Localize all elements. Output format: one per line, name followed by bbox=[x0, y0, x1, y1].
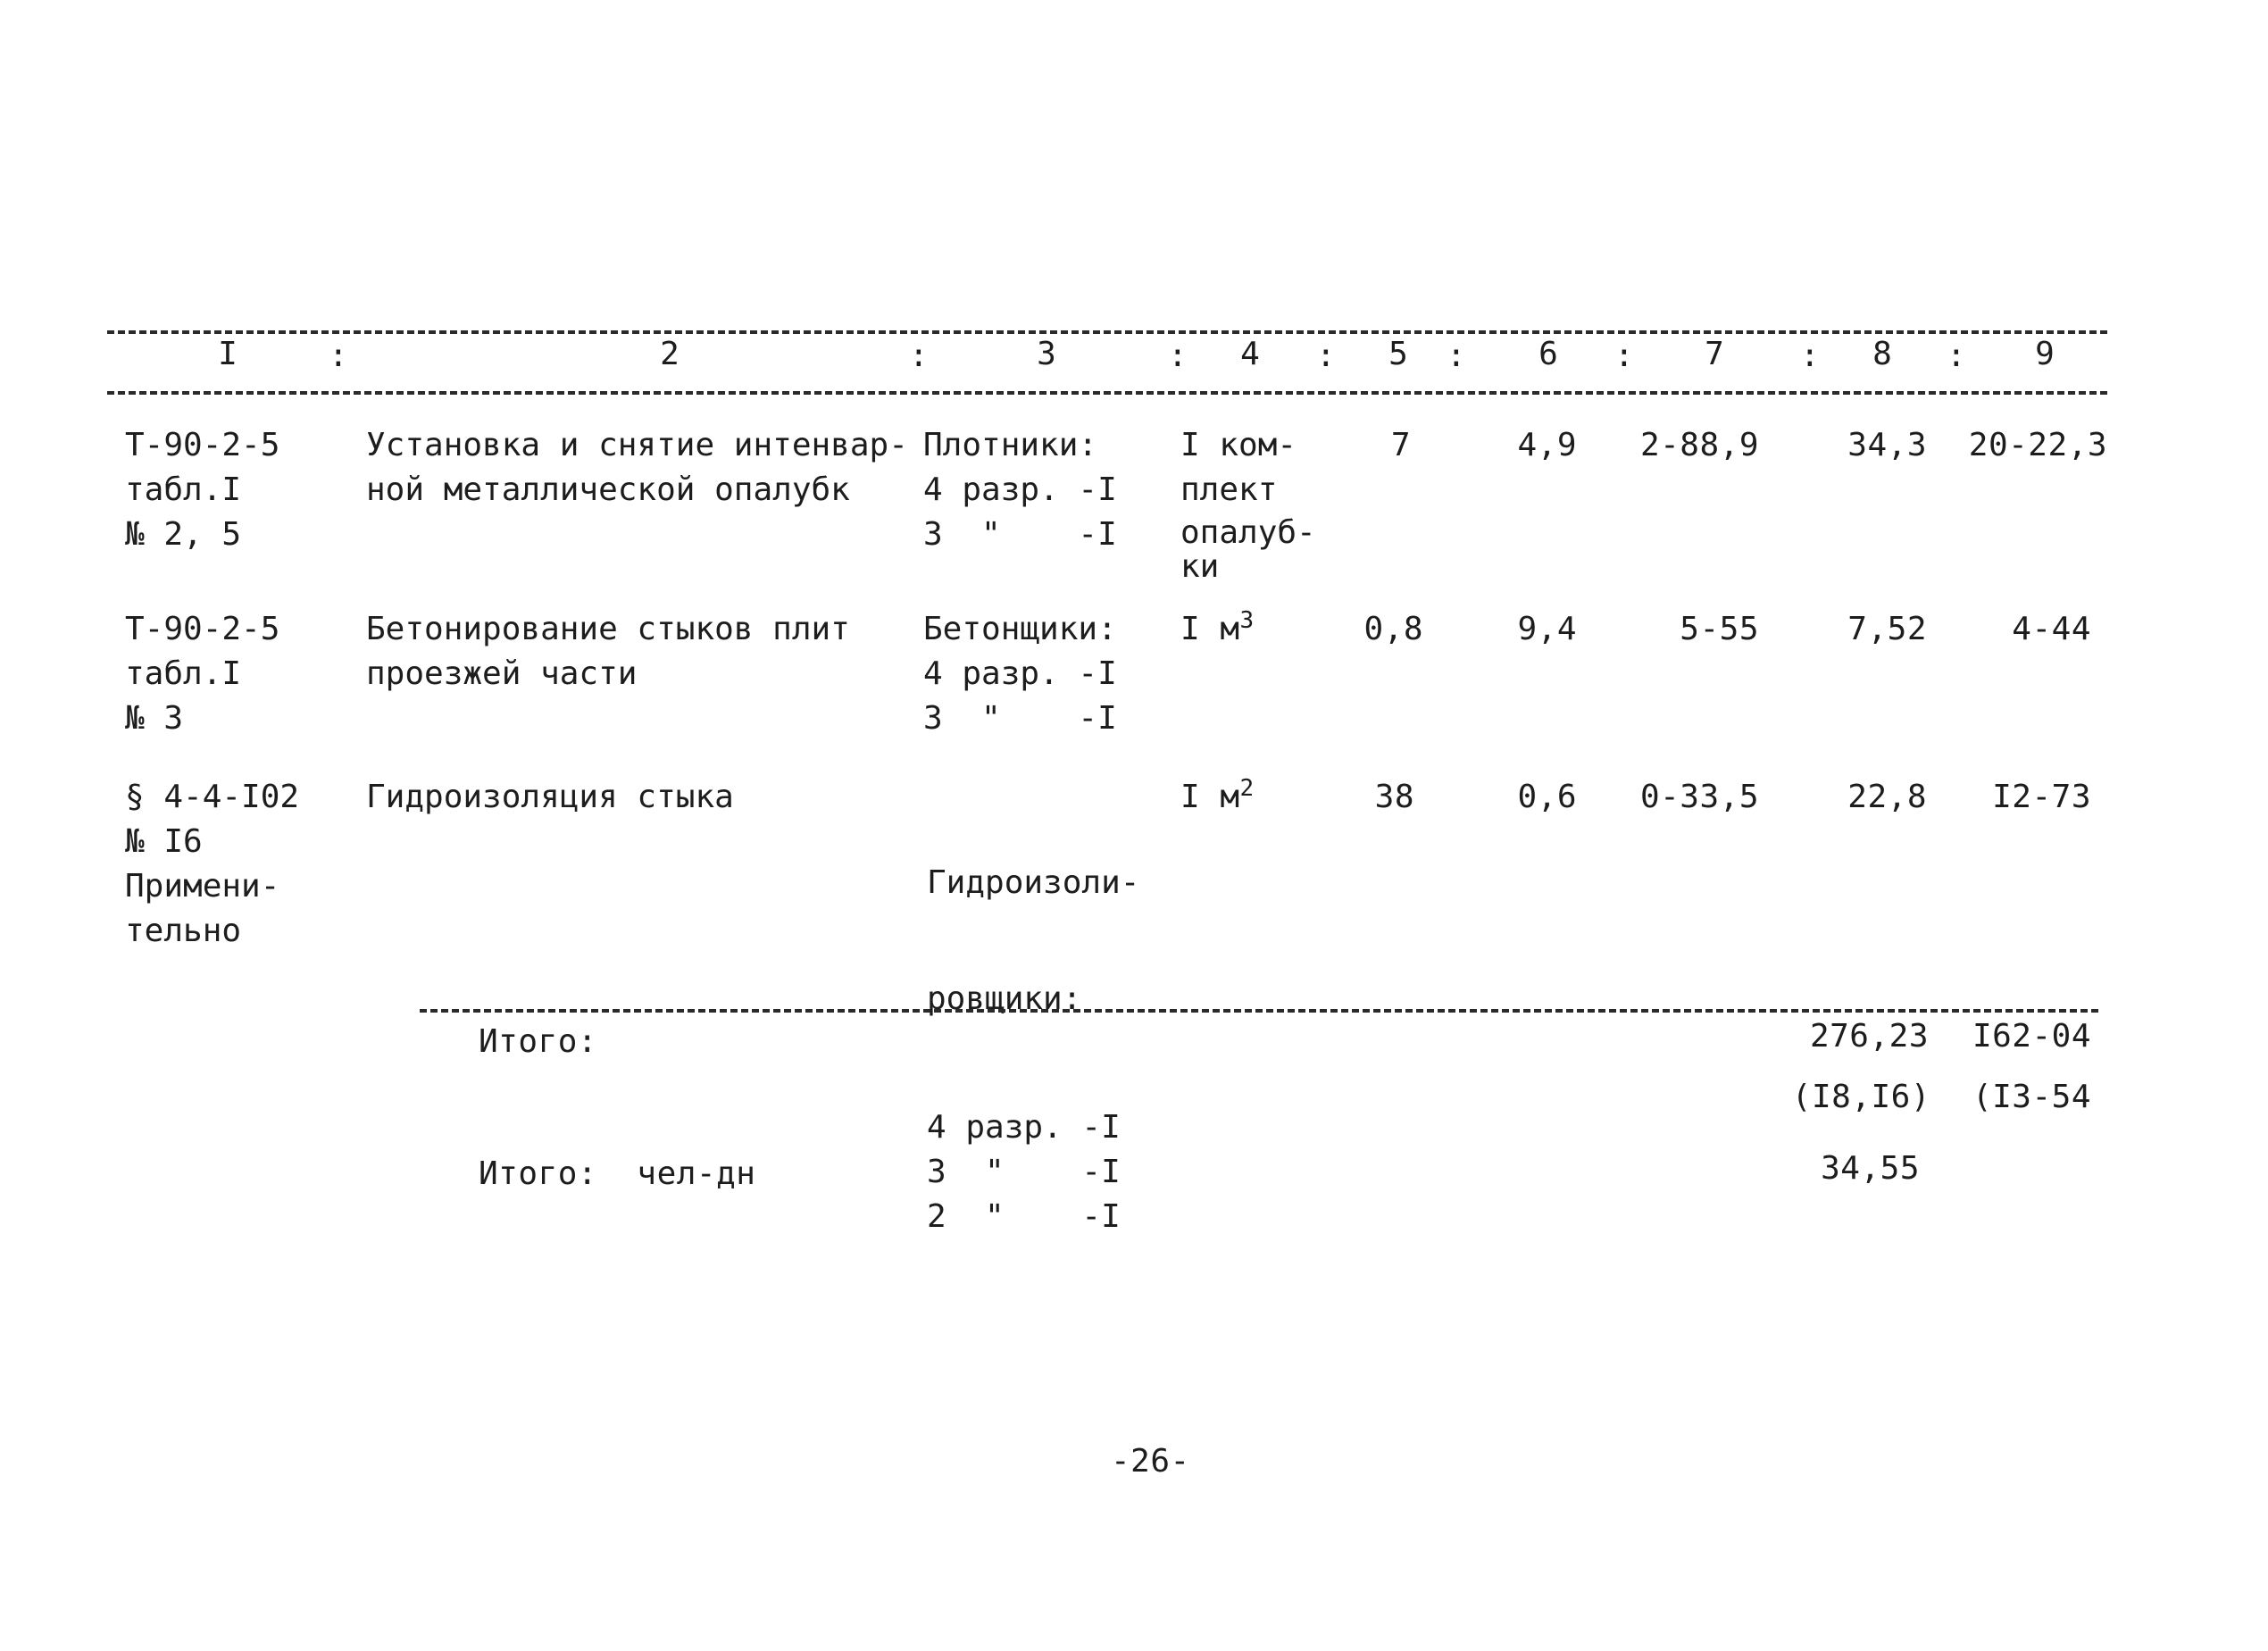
row2-col5: 0,8 bbox=[1363, 611, 1423, 647]
unit-superscript: 2 bbox=[1239, 775, 1255, 802]
ref-line: табл.I bbox=[125, 471, 242, 508]
row2-col6: 9,4 bbox=[1517, 611, 1577, 647]
row1-workers bbox=[923, 423, 1117, 557]
row2-description bbox=[366, 607, 850, 696]
totals-col8: 276,23 bbox=[1809, 1018, 1929, 1055]
row3-col6: 0,6 bbox=[1517, 779, 1577, 815]
unit-line: ки bbox=[1180, 548, 1220, 585]
col-separator: : bbox=[909, 338, 929, 374]
col-separator: : bbox=[1947, 338, 1966, 374]
workers-line: Плотники: bbox=[923, 427, 1098, 463]
totals-col9: I62-04 bbox=[1972, 1018, 2091, 1055]
workers-line: 3 " -I bbox=[923, 700, 1117, 737]
workers-line: 3 " -I bbox=[927, 1154, 1121, 1190]
col-separator: : bbox=[1447, 338, 1466, 374]
row3-col8: 22,8 bbox=[1847, 779, 1927, 815]
row3-unit bbox=[1180, 775, 1255, 820]
row1-col8: 34,3 bbox=[1847, 427, 1927, 463]
col-header-4: 4 bbox=[1240, 336, 1260, 372]
row3-workers bbox=[927, 775, 1139, 1239]
totals-col8-parenthetical: (I8,I6) bbox=[1791, 1079, 1930, 1115]
col-header-9: 9 bbox=[2035, 336, 2055, 372]
ref-line: тельно bbox=[125, 913, 242, 949]
row2-col8: 7,52 bbox=[1847, 611, 1927, 647]
unit-superscript: 3 bbox=[1239, 607, 1255, 634]
workers-line: 4 разр. -I bbox=[927, 1109, 1121, 1146]
workers-heading-line: Гидроизоли- bbox=[927, 864, 1140, 901]
ref-line: Т-90-2-5 bbox=[125, 611, 280, 647]
workers-line: 4 разр. -I bbox=[923, 471, 1117, 508]
row2-workers bbox=[923, 607, 1117, 741]
row1-col5: 7 bbox=[1390, 427, 1411, 463]
col-separator: : bbox=[1316, 338, 1336, 374]
man-days-label: Итого: чел-дн bbox=[479, 1155, 756, 1192]
row1-col9: 20-22,3 bbox=[1968, 427, 2107, 463]
ref-line: № 3 bbox=[125, 700, 184, 737]
workers-line: 3 " -I bbox=[923, 516, 1117, 553]
unit-text: I м bbox=[1180, 611, 1240, 647]
col-separator: : bbox=[1168, 338, 1188, 374]
unit-line: плект bbox=[1180, 471, 1278, 508]
row2-ref bbox=[125, 607, 279, 741]
row1-unit bbox=[1180, 423, 1316, 585]
row1-description bbox=[366, 423, 908, 513]
row3-description bbox=[366, 775, 734, 820]
unit-line: опалуб- bbox=[1180, 514, 1316, 551]
col-header-2: 2 bbox=[660, 336, 680, 372]
row3-col5: 38 bbox=[1374, 779, 1414, 815]
col-separator: : bbox=[329, 338, 348, 374]
workers-heading bbox=[927, 775, 1139, 1105]
workers-line: 4 разр. -I bbox=[923, 655, 1117, 692]
ref-line: № 2, 5 bbox=[125, 516, 242, 553]
col-header-6: 6 bbox=[1538, 336, 1558, 372]
col-separator: : bbox=[1800, 338, 1820, 374]
row1-col6: 4,9 bbox=[1517, 427, 1577, 463]
col-header-8: 8 bbox=[1872, 336, 1892, 372]
ref-line: табл.I bbox=[125, 655, 242, 692]
col-header-3: 3 bbox=[1037, 336, 1056, 372]
description-line: ной металлической опалубк bbox=[366, 471, 850, 508]
col-separator: : bbox=[1614, 338, 1634, 374]
row2-col9: 4-44 bbox=[2012, 611, 2091, 647]
totals-col9-parenthetical: (I3-54 bbox=[1972, 1079, 2091, 1115]
unit-text: I м bbox=[1180, 779, 1240, 815]
description-line: проезжей части bbox=[366, 655, 638, 692]
ref-line: Т-90-2-5 bbox=[125, 427, 280, 463]
row1-col7: 2-88,9 bbox=[1639, 427, 1759, 463]
col-header-7: 7 bbox=[1705, 336, 1724, 372]
man-days-value: 34,55 bbox=[1821, 1150, 1920, 1187]
ref-line: Примени- bbox=[125, 868, 280, 905]
totals-label: Итого: bbox=[479, 1023, 598, 1060]
row1-ref bbox=[125, 423, 279, 557]
col-header-1: I bbox=[218, 336, 238, 372]
page-number: -26- bbox=[1111, 1443, 1190, 1480]
row3-ref bbox=[125, 775, 299, 954]
workers-heading-line: ровщики: bbox=[927, 980, 1082, 1017]
description-line: Бетонирование стыков плит bbox=[366, 611, 850, 647]
unit-line: I ком- bbox=[1180, 427, 1297, 463]
header-bottom-rule bbox=[107, 391, 2107, 395]
totals-rule bbox=[420, 1009, 2098, 1013]
col-header-5: 5 bbox=[1388, 336, 1408, 372]
row2-unit bbox=[1180, 607, 1255, 652]
workers-line: Бетонщики: bbox=[923, 611, 1117, 647]
description-line: Гидроизоляция стыка bbox=[366, 779, 734, 815]
description-line: Установка и снятие интенвар- bbox=[366, 427, 908, 463]
row3-col9: I2-73 bbox=[1992, 779, 2091, 815]
workers-line: 2 " -I bbox=[927, 1198, 1121, 1235]
ref-line: § 4-4-I02 bbox=[125, 779, 300, 815]
ref-line: № I6 bbox=[125, 823, 203, 860]
row3-col7: 0-33,5 bbox=[1639, 779, 1759, 815]
row2-col7: 5-55 bbox=[1680, 611, 1759, 647]
